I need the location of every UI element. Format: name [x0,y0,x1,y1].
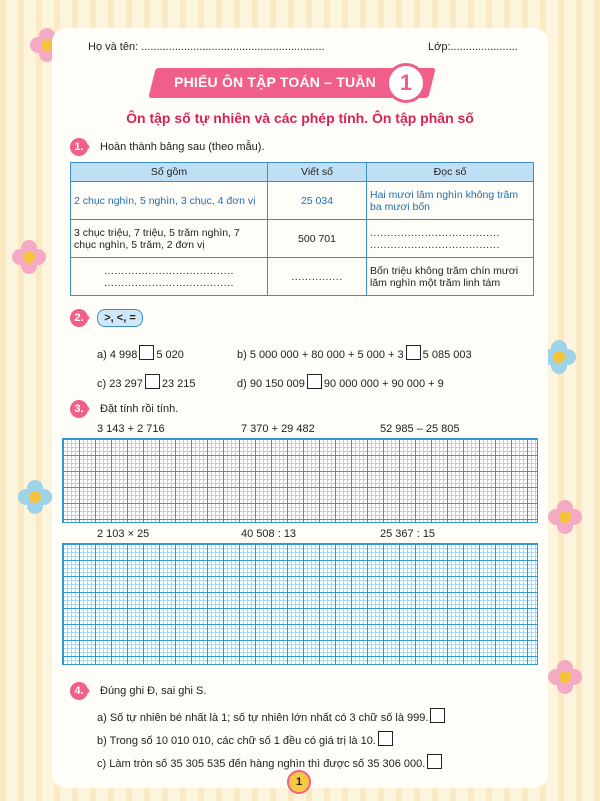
calc-expression: 7 370 + 29 482 [241,423,315,435]
question-number-4: 4. » [70,682,92,700]
table-header: Số gồm [71,163,268,182]
compare-item-a: a) 4 998 5 020 [97,345,184,361]
compare-item-c: c) 23 297 23 215 [97,374,196,390]
table-cell: 3 chục triệu, 7 triệu, 5 trăm nghìn, 7 chục nghìn, 5 trăm, 2 đơn vị [71,220,268,258]
answer-box[interactable] [307,374,322,389]
calc-expression: 3 143 + 2 716 [97,423,165,435]
true-false-item: b) Trong số 10 010 010, các chữ số 1 đều có giá trị là 10. [97,731,395,747]
week-number-badge: 1 [386,63,426,103]
question-number-3: 3. » [70,400,92,418]
worksheet-subtitle: Ôn tập số tự nhiên và các phép tính. Ôn tập phân số [126,110,474,126]
answer-box[interactable] [427,754,442,769]
answer-box[interactable] [145,374,160,389]
calc-expression: 52 985 – 25 805 [380,423,460,435]
question-number-1: 1. » [70,138,92,156]
answer-box[interactable] [406,345,421,360]
true-false-item: c) Làm tròn số 35 305 535 đến hàng nghìn thì được số 35 306 000. [97,754,444,770]
table-header: Viết số [268,163,367,182]
calculation-grid[interactable] [62,543,538,665]
compare-item-d: d) 90 150 009 90 000 000 + 90 000 + 9 [237,374,444,390]
answer-box[interactable] [378,731,393,746]
answer-blank[interactable]: ...................................... ...................................... [71,258,268,296]
table-cell: 500 701 [268,220,367,258]
answer-box[interactable] [430,708,445,723]
table-cell: Bốn triệu không trăm chín mươi lăm nghìn một trăm linh tám [367,258,534,296]
true-false-item: a) Số tự nhiên bé nhất là 1; số tự nhiên lớn nhất có 3 chữ số là 999. [97,708,447,724]
answer-blank[interactable]: ...................................... ...................................... [367,220,534,258]
number-table [70,162,534,296]
flower-decoration [548,660,582,694]
flower-decoration [548,500,582,534]
flower-decoration [18,480,52,514]
calculation-grid[interactable] [62,438,538,523]
answer-box[interactable] [139,345,154,360]
table-header: Đọc số [367,163,534,182]
calc-expression: 25 367 : 15 [380,528,436,540]
question-4-instruction: Đúng ghi Đ, sai ghi S. [100,685,207,697]
table-cell: Hai mươi lăm nghìn không trăm ba mươi bốn [367,182,534,220]
compare-signs-badge: >, <, = [97,309,143,327]
question-number-2: 2. » [70,309,92,327]
calc-expression: 40 508 : 13 [241,528,297,540]
class-field-label: Lớp:...................... [428,41,518,53]
worksheet-title: PHIẾU ÔN TẬP TOÁN – TUẦN [174,74,376,90]
question-3-instruction: Đặt tính rồi tính. [100,403,179,415]
table-cell: 25 034 [268,182,367,220]
question-1-instruction: Hoàn thành bảng sau (theo mẫu). [100,141,265,153]
answer-blank[interactable]: ............... [268,258,367,296]
calc-expression: 2 103 × 25 [97,528,150,540]
name-field-label: Họ và tên: ............................................................ [88,41,325,53]
flower-decoration [12,240,46,274]
table-cell: 2 chục nghìn, 5 nghìn, 3 chục, 4 đơn vị [71,182,268,220]
compare-item-b: b) 5 000 000 + 80 000 + 5 000 + 3 5 085 003 [237,345,472,361]
page-number: 1 [287,770,311,794]
